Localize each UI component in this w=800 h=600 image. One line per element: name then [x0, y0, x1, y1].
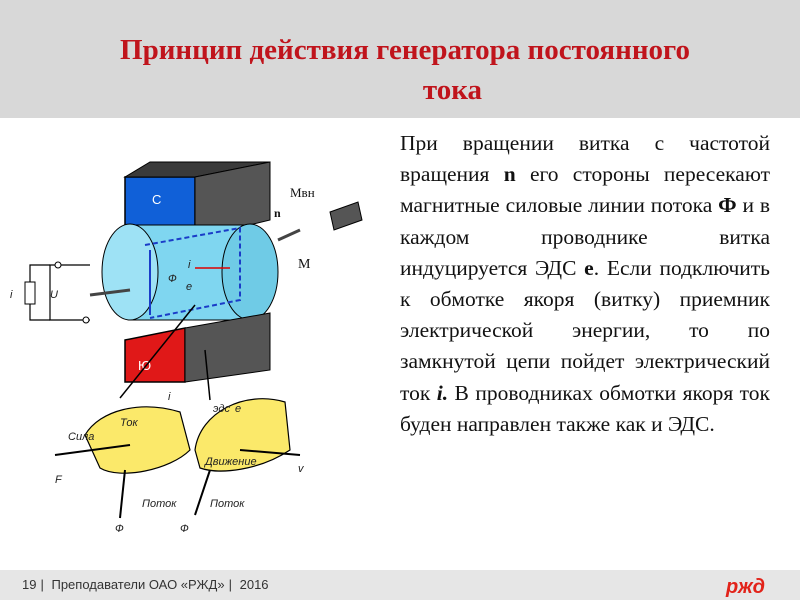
body-paragraph: [400, 128, 770, 440]
label-i-hand: i: [168, 391, 171, 403]
label-eds: эдс: [213, 403, 230, 415]
external-circuit: [10, 262, 90, 323]
label-mvn: Мвн: [290, 185, 315, 200]
label-potok-2: Поток: [210, 498, 245, 510]
label-n: n: [274, 206, 281, 220]
label-pole-n: С: [152, 192, 162, 207]
label-i-armature: i: [188, 259, 191, 271]
footer-band: [0, 570, 800, 600]
label-pole-s: Ю: [138, 358, 152, 373]
label-i-circuit: i: [10, 289, 13, 301]
label-phi-armature: Ф: [168, 273, 177, 285]
body-text-1: При вращении витка с частотой вращения: [400, 131, 770, 187]
label-phi-2: Ф: [180, 523, 189, 535]
footer-org: Преподаватели ОАО «РЖД»: [51, 577, 225, 592]
body-e: е: [584, 255, 594, 280]
label-e-hand: е: [235, 403, 242, 415]
label-potok-1: Поток: [142, 498, 177, 510]
generator-diagram: [0, 150, 390, 550]
label-phi-1: Ф: [115, 523, 124, 535]
body-text-2: его стороны пересекают магнитные силовые линии потока: [400, 162, 770, 218]
body-text-4: . Если подключить к обмотке якоря (витку) приемник электрической энергии, то по замкнутой цепи пойдет электрический ток: [400, 255, 770, 405]
label-e-armature: e: [186, 281, 193, 293]
drive-shaft: [274, 185, 362, 272]
footer-year: 2016: [239, 577, 269, 592]
body-n: n: [503, 162, 516, 187]
body-phi: Ф: [718, 193, 737, 218]
label-v: v: [298, 463, 304, 475]
body-text-3: и в каждом проводнике витка индуцируется ЭДС: [400, 193, 770, 280]
south-pole: [125, 313, 270, 382]
label-dvizhenie: Движение: [205, 456, 257, 468]
body-text-5: В проводниках обмотки якоря ток буден направлен также как и ЭДС.: [400, 380, 770, 436]
label-m: М: [298, 257, 311, 272]
rzd-logo: [722, 574, 778, 598]
label-f: F: [55, 474, 62, 486]
slide-title: [40, 30, 770, 110]
label-tok: Ток: [120, 417, 138, 429]
rzd-logo-text: ржд: [726, 576, 766, 598]
title-line-2: тока: [422, 74, 483, 106]
body-i: i.: [436, 380, 449, 405]
footer-text: 19 | Преподаватели ОАО «РЖД» | 2016: [22, 577, 269, 592]
label-u-circuit: U: [50, 289, 58, 301]
title-line-1: Принцип действия генератора постоянного: [120, 34, 690, 66]
page-number: 19: [22, 577, 37, 592]
label-sila: Сила: [68, 431, 95, 443]
